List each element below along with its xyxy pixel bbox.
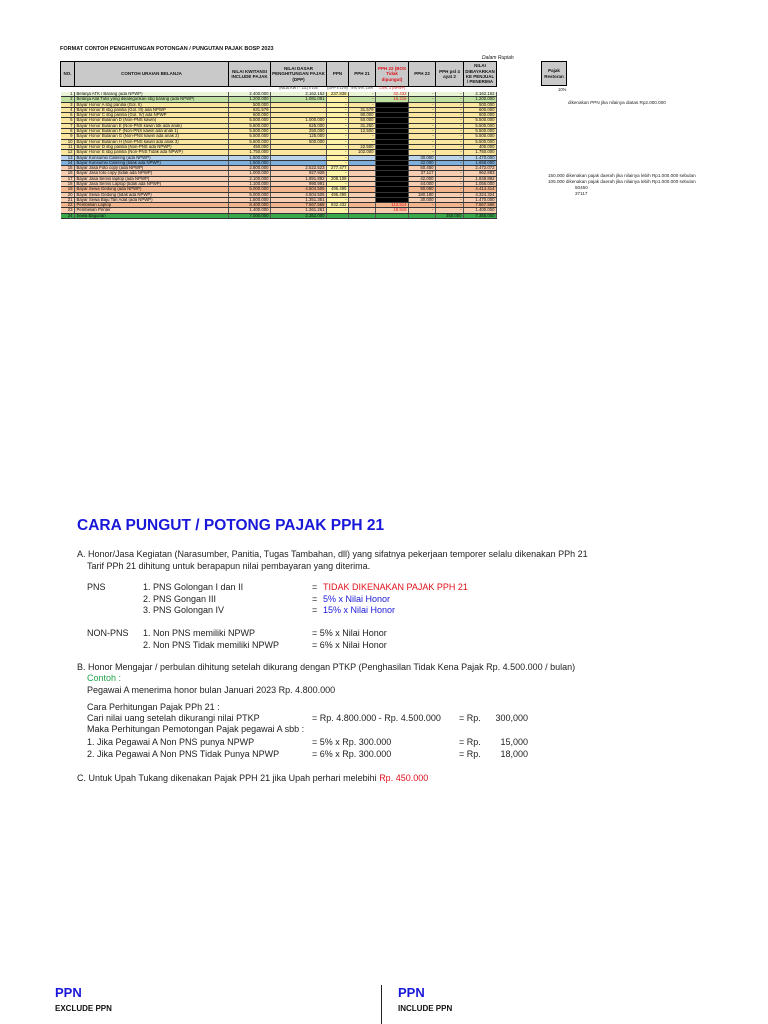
table-body [61, 92, 497, 219]
row-no: 1 [61, 92, 75, 97]
row-pph23: 42.000 [409, 160, 436, 165]
row-ppn: - [327, 197, 349, 202]
row-description: Bayar Sewa Gedung (tidak ada NPWP) [75, 192, 229, 197]
row-pph4: - [436, 176, 464, 181]
row-ppn: 495.495 [327, 187, 349, 192]
row-pph4: - [436, 118, 464, 123]
currency-note: Dalam Rupiah [482, 55, 514, 61]
row-description: Bayar Konsumsi Catering (tidak ada NPWP) [75, 160, 229, 165]
pajak-restoran-rate: 10% [558, 87, 567, 92]
row-pph23: - [409, 134, 436, 139]
row-description: Belanja ATK / Barang (ada NPWP) [75, 92, 229, 97]
row-pph4: - [436, 182, 464, 187]
row-no: 17 [61, 176, 75, 181]
row-pph21 [349, 213, 376, 218]
row-net: 5.500.000 [464, 123, 497, 128]
row-pph4: - [436, 197, 464, 202]
row-ppn: 832.432 [327, 203, 349, 208]
calc-ptkp-value: 300,000 [495, 713, 528, 723]
header-pph21: PPH 21 [349, 62, 376, 87]
subheader-cell: 5%, 6%, 15% [351, 86, 373, 91]
row-pph21: 22.500 [349, 144, 376, 149]
column-divider [381, 985, 382, 1024]
row-pph21: 31.579 [349, 107, 376, 112]
row-pph23: 50.450 [409, 166, 436, 171]
row-net: 600.000 [464, 107, 497, 112]
row-pph21: - [349, 139, 376, 144]
row-ppn: - [327, 134, 349, 139]
row-pph22: 32.432 [376, 92, 409, 97]
calc-case-2-value: 18,000 [500, 749, 528, 759]
row-pph4: - [436, 123, 464, 128]
nonpns-item-1: 1. Non PNS memiliki NPWP [143, 628, 256, 638]
row-dpp: 2.162.162 [271, 92, 327, 97]
row-kwitansi: 5.000.000 [229, 187, 271, 192]
nonpns-item-2: 2. Non PNS Tidak memiliki NPWP [143, 640, 280, 650]
row-pph23: - [409, 139, 436, 144]
row-pph23: - [409, 150, 436, 155]
side-note-value-1: 50450 [575, 185, 588, 190]
row-ppn: - [327, 129, 349, 134]
row-no: 14 [61, 160, 75, 165]
pajak-restoran-box: Pajak Restoran [541, 61, 567, 86]
row-no: 21 [61, 197, 75, 202]
row-net: 4.324.324 [464, 192, 497, 197]
row-pph4: - [436, 166, 464, 171]
side-note-ppn: dikenakan PPN jika nilainya diatas Rp2.000.000 [568, 100, 666, 105]
row-dpp: 500.000 [271, 139, 327, 144]
header-description: CONTOH URAIAN BELANJA [75, 62, 229, 87]
row-pph21: - [349, 102, 376, 107]
row-pph4: - [436, 139, 464, 144]
row-description: Bayar Honor A sbg panitia (Gol. II) [75, 102, 229, 107]
side-note-value-2: 37117 [575, 191, 588, 196]
row-pph4: - [436, 155, 464, 160]
pns-eq-3: = [312, 605, 318, 615]
pns-eq-1: = [312, 582, 318, 592]
row-pph4: - [436, 144, 464, 149]
row-description: Bayar Jasa Servis laptop (ada NPWP) [75, 176, 229, 181]
row-ppn: 208.108 [327, 176, 349, 181]
row-ppn: - [327, 118, 349, 123]
row-no: 15 [61, 166, 75, 171]
row-pph23: - [409, 102, 436, 107]
point-b-line1: B. Honor Mengajar / perbulan dihitung setelah dikurang dengan PTKP (Penghasilan Tidak Kena Pajak Rp. 4.500.000 / bulan) [77, 662, 576, 672]
row-dpp: 2.522.523 [271, 166, 327, 171]
row-dpp: 1.081.081 [271, 97, 327, 102]
row-pph21: - [349, 97, 376, 102]
row-net: 1.200.000 [464, 97, 497, 102]
row-pph4: - [436, 134, 464, 139]
section-title: CARA PUNGUT / POTONG PAJAK PPH 21 [77, 517, 385, 534]
calc-title: Cara Perhitungan Pajak PPh 21 : [87, 702, 220, 712]
row-description: Bayar Jasa Foto copy (ada NPWP) [75, 166, 229, 171]
header-kwitansi: NILAI KWITANSI INCLUDE PAJAK [229, 62, 271, 87]
row-no: 9 [61, 134, 75, 139]
pns-label: PNS [87, 582, 106, 592]
calc-ptkp-formula: = Rp. 4.800.000 - Rp. 4.500.000 [312, 713, 441, 723]
row-kwitansi: 7.000.000 [229, 213, 271, 218]
row-ppn: - [327, 171, 349, 176]
row-description: Bayar Jasa foto copy (tidak ada NPWP) [75, 171, 229, 176]
subheader-cell: (DPP x 11%) [327, 86, 348, 91]
row-net: 1.400.000 [464, 208, 497, 213]
row-pph23: - [409, 203, 436, 208]
row-kwitansi: 500.000 [229, 102, 271, 107]
row-pph23: 44.000 [409, 182, 436, 187]
row-pph23: 180.180 [409, 192, 436, 197]
row-description: Bayar Sewa Gedung (ada NPWP) [75, 187, 229, 192]
ppn-exclude-title: PPN [55, 985, 82, 1000]
row-no: 7 [61, 123, 75, 128]
row-dpp: 1.351.351 [271, 197, 327, 202]
row-pph23: - [409, 129, 436, 134]
row-pph22 [376, 213, 409, 218]
row-kwitansi: 5.500.000 [229, 118, 271, 123]
row-kwitansi: 1.500.000 [229, 155, 271, 160]
row-kwitansi: 5.500.000 [229, 139, 271, 144]
row-ppn: - [327, 113, 349, 118]
row-pph23: 90.090 [409, 187, 436, 192]
row-no: 23 [61, 208, 75, 213]
row-kwitansi: 2.800.000 [229, 166, 271, 171]
row-pph4: - [436, 102, 464, 107]
row-ppn: - [327, 208, 349, 213]
row-description: Bayar Jasa Servis Laptop (tidak ada NPWP) [75, 182, 229, 187]
row-pph23: - [409, 107, 436, 112]
row-description: Bayar Honor D sbg panitia (Non-PNS ada NPWP) [75, 144, 229, 149]
row-no: 16 [61, 171, 75, 176]
row-description: Bayar Honor C sbg panitia (Gol. IV) ada NPWP [75, 113, 229, 118]
point-b-contoh: Contoh : [87, 673, 122, 683]
point-a-line1: A. Honor/Jasa Kegiatan (Narasumber, Panitia, Tugas Tambahan, dll) yang sifatnya pekerjaan temporer selalu dikenakan PPh 21 [77, 549, 588, 559]
ppn-include-subtitle: INCLUDE PPN [398, 1004, 453, 1013]
row-no: 22 [61, 203, 75, 208]
row-pph22: 113.514 [376, 203, 409, 208]
row-pph4: - [436, 113, 464, 118]
row-net: 5.500.000 [464, 139, 497, 144]
nonpns-value-2: = 6% x Nilai Honor [312, 640, 387, 650]
row-kwitansi: 5.500.000 [229, 129, 271, 134]
row-net: 1.470.000 [464, 155, 497, 160]
table-row [61, 213, 497, 218]
calc-case-1-formula: = 5% x Rp. 300.000 [312, 737, 392, 747]
pns-value-3: 15% x Nilai Honor [323, 605, 396, 615]
row-dpp: 1.891.892 [271, 176, 327, 181]
side-note-catering-1: 150.000 dikenakan pajak daerah jika nilainya lebih Rp1.000.000 sebulan [548, 173, 696, 178]
row-net: 1.658.000 [464, 160, 497, 165]
row-kwitansi: 5.500.000 [229, 134, 271, 139]
row-pph4: - [436, 203, 464, 208]
row-kwitansi: 5.000.000 [229, 192, 271, 197]
header-no: NO. [61, 62, 75, 87]
row-pph21: - [349, 92, 376, 97]
row-pph23: - [409, 113, 436, 118]
row-dpp: 927.928 [271, 171, 327, 176]
subheader-cell: (NILAI KWT : 111) x 100 [279, 86, 318, 91]
document-title: FORMAT CONTOH PENGHITUNGAN POTONGAN / PUNGUTAN PAJAK BOSP 2023 [60, 46, 274, 52]
row-description: Pembelian Laptop [75, 203, 229, 208]
row-pph4: - [436, 129, 464, 134]
tax-calculation-table [60, 61, 497, 219]
row-dpp: 4.504.505 [271, 187, 327, 192]
row-dpp: 2.352.000 [271, 213, 327, 218]
row-pph4: - [436, 160, 464, 165]
row-description: Bayar Honor Bulanan F (Non-PNS kawin ada anak 1) [75, 129, 229, 134]
pns-value-2: 5% x Nilai Honor [323, 594, 391, 604]
row-no: 4 [61, 107, 75, 112]
row-dpp: 1.000.000 [271, 118, 327, 123]
header-pph23: PPH 23 [409, 62, 436, 87]
row-net: 600.000 [464, 113, 497, 118]
header-dpp: NILAI DASAR PENGHITUNGAN PAJAK (DPP) [271, 62, 327, 87]
row-kwitansi: 8.400.000 [229, 203, 271, 208]
pns-item-3: 3. PNS Golongan IV [143, 605, 225, 615]
row-ppn: - [327, 144, 349, 149]
row-kwitansi: 2.400.000 [229, 92, 271, 97]
calc-ptkp-rp: = Rp. [459, 713, 481, 723]
point-c [77, 773, 428, 783]
row-pph21: 31.250 [349, 123, 376, 128]
row-pph4: - [436, 171, 464, 176]
row-pph4: - [436, 208, 464, 213]
row-pph4: - [436, 187, 464, 192]
nonpns-label: NON-PNS [87, 628, 129, 638]
row-pph4: - [436, 107, 464, 112]
row-net: 5.500.000 [464, 129, 497, 134]
row-kwitansi: 1.500.000 [229, 197, 271, 202]
header-ppn: PPN [327, 62, 349, 87]
row-net: 1.056.000 [464, 182, 497, 187]
row-pph23: - [409, 92, 436, 97]
row-no: 3 [61, 102, 75, 107]
ppn-include-title: PPN [398, 985, 425, 1000]
row-kwitansi: 1.500.000 [229, 160, 271, 165]
calc-case-1-rp: = Rp. [459, 737, 481, 747]
row-ppn: - [327, 155, 349, 160]
row-no: 11 [61, 144, 75, 149]
point-c-text: C. Untuk Upah Tukang dikenakan Pajak PPH 21 jika Upah perhari melebihi [77, 773, 377, 783]
row-description: Bayar Sewa Baju Tari Adat (ada NPWP) [75, 197, 229, 202]
row-pph21: 50.000 [349, 118, 376, 123]
row-ppn: - [327, 150, 349, 155]
pns-item-2: 2. PNS Gongan III [143, 594, 217, 604]
row-ppn: 277.477 [327, 166, 349, 171]
row-ppn: - [327, 139, 349, 144]
row-kwitansi: 600.000 [229, 113, 271, 118]
row-net: 4.414.414 [464, 187, 497, 192]
pns-value-1: TIDAK DIKENAKAN PAJAK PPH 21 [323, 582, 468, 592]
row-no: 18 [61, 182, 75, 187]
row-dpp: 125.000 [271, 134, 327, 139]
row-kwitansi: 2.100.000 [229, 176, 271, 181]
row-kwitansi: 5.500.000 [229, 123, 271, 128]
row-pph23: - [409, 97, 436, 102]
row-net: 5.500.000 [464, 134, 497, 139]
row-ppn: - [327, 182, 349, 187]
row-no: 13 [61, 155, 75, 160]
row-description: Sewa Bagunan [75, 213, 229, 218]
row-description: Bayar Honor Bulanan G (Non-PNS kawin ada anak 2) [75, 134, 229, 139]
row-ppn [327, 213, 349, 218]
side-note-catering-2: 105.000 dikenakan pajak daerah jika nilainya lebih Rp1.000.000 sebulan [548, 179, 696, 184]
row-pph23: - [409, 123, 436, 128]
point-c-value: Rp. 450.000 [379, 773, 429, 783]
row-dpp: 625.000 [271, 123, 327, 128]
row-description: Bayar Honor Bulanan E (Non-PNS kawin tdk ada anak) [75, 123, 229, 128]
row-kwitansi: 1.200.000 [229, 97, 271, 102]
row-ppn: - [327, 97, 349, 102]
row-pph23: 30.000 [409, 197, 436, 202]
nonpns-value-1: = 5% x Nilai Honor [312, 628, 387, 638]
ppn-exclude-subtitle: EXCLUDE PPN [55, 1004, 112, 1013]
row-net: 1.849.892 [464, 176, 497, 181]
row-net: 7.350.000 [464, 213, 497, 218]
row-net: 2.162.162 [464, 92, 497, 97]
row-pph23: 42.000 [409, 176, 436, 181]
row-kwitansi: 1.750.000 [229, 150, 271, 155]
calc-step-ptkp: Cari nilai uang setelah dikurangi nilai PTKP [87, 713, 260, 723]
row-ppn: 237.838 [327, 92, 349, 97]
row-no: 5 [61, 113, 75, 118]
calc-case-2-rp: = Rp. [459, 749, 481, 759]
subheader-cell: 1,5%, 3 (NPWP) [378, 86, 406, 91]
header-pph22: PPH 22 (BOS Tidak dipungut) [376, 62, 409, 87]
row-description: Bayar Honor Bulanan D (Non-PNS kawin) [75, 118, 229, 123]
row-pph4: - [436, 92, 464, 97]
row-pph21: 102.000 [349, 150, 376, 155]
row-kwitansi: 450.000 [229, 144, 271, 149]
row-no: 19 [61, 187, 75, 192]
row-net: 500.000 [464, 102, 497, 107]
row-description: Pembelian Printer [75, 208, 229, 213]
calc-case-1-value: 15,000 [500, 737, 528, 747]
calc-case-1: 1. Jika Pegawai A Non PNS punya NPWP [87, 737, 255, 747]
row-pph4: - [436, 97, 464, 102]
row-description: Belanja Alat Tulis yang dikategorikan sbg barang (ada NPWP) [75, 97, 229, 102]
row-dpp: 7.567.568 [271, 203, 327, 208]
row-dpp: 1.261.261 [271, 208, 327, 213]
row-pph23: - [409, 118, 436, 123]
row-pph21: 90.000 [349, 113, 376, 118]
calc-case-2: 2. Jika Pegawai A Non PNS Tidak Punya NPWP [87, 749, 280, 759]
row-no: 24 [61, 213, 75, 218]
row-pph23: - [409, 208, 436, 213]
row-net: 1.470.000 [464, 197, 497, 202]
row-ppn: 495.495 [327, 192, 349, 197]
calc-case-2-formula: = 6% x Rp. 300.000 [312, 749, 392, 759]
row-net: 2.472.072 [464, 166, 497, 171]
row-pph23: 30.000 [409, 155, 436, 160]
row-no: 6 [61, 118, 75, 123]
row-no: 12 [61, 150, 75, 155]
row-description: Bayar Konsumsi Catering (ada NPWP) [75, 155, 229, 160]
row-ppn: - [327, 160, 349, 165]
row-dpp: 250.000 [271, 129, 327, 134]
row-kwitansi: 1.100.000 [229, 182, 271, 187]
row-ppn: - [327, 102, 349, 107]
row-net: 1.750.000 [464, 150, 497, 155]
row-pph4: 350.000 [436, 213, 464, 218]
row-kwitansi: 1.000.000 [229, 171, 271, 176]
row-pph23: - [409, 144, 436, 149]
row-dpp: 990.991 [271, 182, 327, 187]
row-no: 8 [61, 129, 75, 134]
table-header-row [61, 62, 497, 87]
row-pph21: - [349, 134, 376, 139]
row-pph22: 18.919 [376, 208, 409, 213]
row-description: Bayar Honor E sbg panitia (Non-PNS Tidak ada NPWP) [75, 150, 229, 155]
row-pph21: 12.500 [349, 129, 376, 134]
pns-item-1: 1. PNS Golongan I dan II [143, 582, 244, 592]
pns-eq-2: = [312, 594, 318, 604]
row-no: 20 [61, 192, 75, 197]
row-no: 10 [61, 139, 75, 144]
row-description: Bayar Honor B sbg panitia (Gol. III) ada NPWP [75, 107, 229, 112]
point-b-example: Pegawai A menerima honor bulan Januari 2023 Rp. 4.800.000 [87, 685, 336, 695]
row-pph4: - [436, 192, 464, 197]
row-net: 962.883 [464, 171, 497, 176]
row-net: 7.567.568 [464, 203, 497, 208]
point-a-line2: Tarif PPh 21 dihitung untuk berapapun nilai pembayaran yang diterima. [87, 561, 371, 571]
header-pph4: PPH psl 4 ayat 2 [436, 62, 464, 87]
row-no: 2 [61, 97, 75, 102]
row-net: 5.500.000 [464, 118, 497, 123]
row-ppn: - [327, 107, 349, 112]
calc-deduction-title: Maka Perhitungan Pemotongan Pajak pegawai A sbb : [87, 724, 305, 734]
row-pph22: 16.216 [376, 97, 409, 102]
row-dpp: 4.504.505 [271, 192, 327, 197]
row-description: Bayar Honor Bulanan H (Non-PNS kawin ada anak 3) [75, 139, 229, 144]
row-pph23: 37.117 [409, 171, 436, 176]
row-net: 400.000 [464, 144, 497, 149]
row-pph4: - [436, 150, 464, 155]
header-net: NILAI DIBAYARKAN KE PENJUAL / PENERIMA [464, 62, 497, 87]
row-kwitansi: 1.400.000 [229, 208, 271, 213]
row-ppn: - [327, 123, 349, 128]
row-pph23 [409, 213, 436, 218]
row-kwitansi: 631.579 [229, 107, 271, 112]
